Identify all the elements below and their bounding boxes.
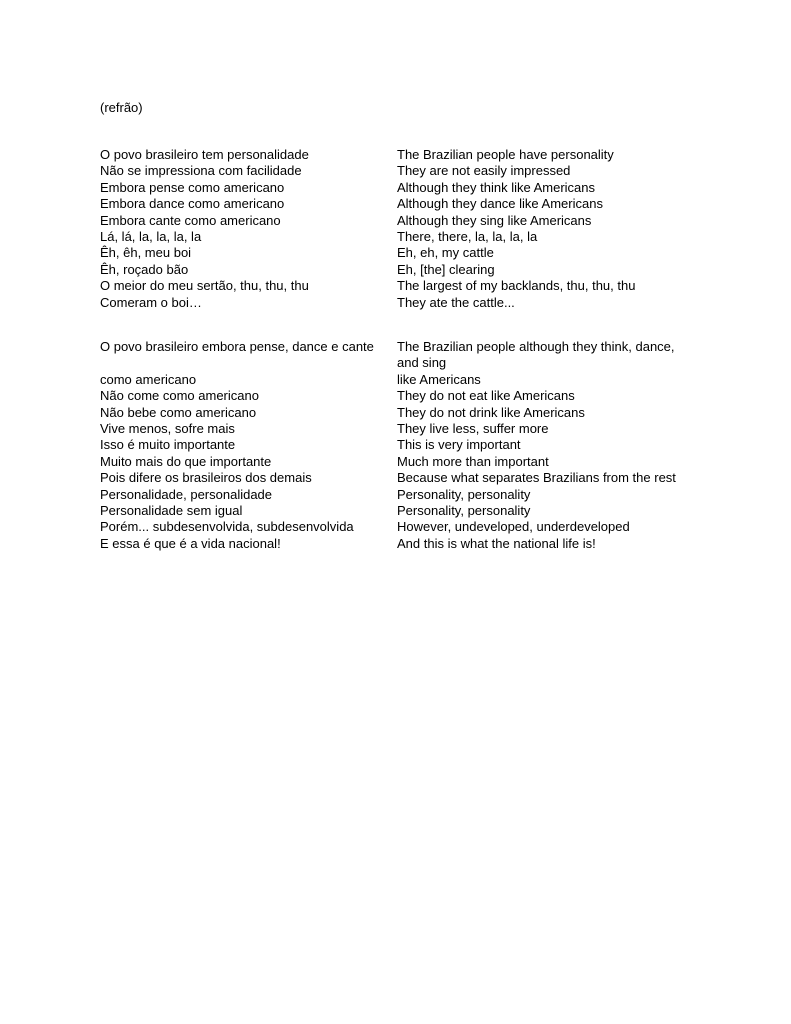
- lyric-row: [100, 229, 700, 245]
- stanza-1: [100, 147, 700, 311]
- english-line: There, there, la, la, la, la: [397, 229, 538, 245]
- stanza-2: [100, 339, 700, 552]
- lyric-row: [100, 454, 700, 470]
- portuguese-line: Êh, roçado bão: [100, 261, 189, 277]
- english-line: Because what separates Brazilians from the rest: [397, 470, 676, 486]
- english-line: Eh, [the] clearing: [397, 261, 495, 277]
- portuguese-line: Porém... subdesenvolvida, subdesenvolvida: [100, 519, 354, 535]
- english-line: like Americans: [397, 371, 481, 387]
- english-line: They live less, suffer more: [397, 421, 549, 437]
- portuguese-line: Lá, lá, la, la, la, la: [100, 229, 202, 245]
- refrain-label: (refrão): [100, 100, 143, 115]
- lyric-row: [100, 180, 700, 196]
- lyric-row: [100, 278, 700, 294]
- portuguese-line: como americano: [100, 371, 197, 387]
- english-line: Much more than important: [397, 453, 549, 469]
- portuguese-line: O povo brasileiro tem personalidade: [100, 147, 309, 162]
- english-line: Personality, personality: [397, 503, 531, 519]
- portuguese-line: Muito mais do que importante: [100, 453, 272, 469]
- portuguese-line: Comeram o boi…: [100, 294, 202, 310]
- portuguese-line: Embora pense como americano: [100, 179, 285, 195]
- english-line: Although they sing like Americans: [397, 212, 592, 228]
- english-line: Eh, eh, my cattle: [397, 245, 494, 261]
- portuguese-line: Êh, êh, meu boi: [100, 245, 192, 261]
- english-line: Although they think like Americans: [397, 179, 595, 195]
- lyric-row: [100, 245, 700, 261]
- lyric-row: [100, 196, 700, 212]
- english-line: They do not drink like Americans: [397, 404, 585, 420]
- english-line: They ate the cattle...: [397, 294, 515, 310]
- lyric-row: [100, 503, 700, 519]
- portuguese-line: O meior do meu sertão, thu, thu, thu: [100, 278, 309, 294]
- english-line: This is very important: [397, 437, 521, 453]
- lyric-row: [100, 487, 700, 503]
- english-line: Personality, personality: [397, 486, 531, 502]
- lyric-row: [100, 519, 700, 535]
- lyric-row: [100, 536, 700, 552]
- portuguese-line: Personalidade, personalidade: [100, 486, 273, 502]
- lyric-row: [100, 295, 700, 311]
- portuguese-line: O povo brasileiro embora pense, dance e cante: [100, 339, 374, 354]
- portuguese-line: E essa é que é a vida nacional!: [100, 535, 281, 551]
- english-line: And this is what the national life is!: [397, 535, 596, 551]
- portuguese-line: Não come como americano: [100, 388, 259, 404]
- lyric-row: [100, 470, 700, 486]
- english-line: However, undeveloped, underdeveloped: [397, 519, 630, 535]
- lyric-row: [100, 262, 700, 278]
- lyric-row: [100, 405, 700, 421]
- lyric-row: [100, 163, 700, 179]
- portuguese-line: Embora cante como americano: [100, 212, 281, 228]
- portuguese-line: Embora dance como americano: [100, 196, 285, 212]
- lyric-row: [100, 437, 700, 453]
- english-line: They are not easily impressed: [397, 163, 571, 179]
- portuguese-line: Não bebe como americano: [100, 404, 257, 420]
- english-line: The Brazilian people have personality: [397, 147, 614, 162]
- lyric-row: [100, 339, 700, 372]
- portuguese-line: Não se impressiona com facilidade: [100, 163, 302, 179]
- lyric-row: [100, 421, 700, 437]
- lyric-row: [100, 372, 700, 388]
- english-line: They do not eat like Americans: [397, 388, 575, 404]
- english-line: The largest of my backlands, thu, thu, thu: [397, 278, 636, 294]
- portuguese-line: Personalidade sem igual: [100, 503, 243, 519]
- lyric-row: [100, 147, 700, 163]
- lyric-row: [100, 388, 700, 404]
- portuguese-line: Isso é muito importante: [100, 437, 236, 453]
- portuguese-line: Pois difere os brasileiros dos demais: [100, 470, 312, 486]
- english-line: Although they dance like Americans: [397, 196, 603, 212]
- portuguese-line: Vive menos, sofre mais: [100, 421, 235, 437]
- lyric-row: [100, 213, 700, 229]
- english-line: The Brazilian people although they think, dance, and sing: [397, 339, 675, 371]
